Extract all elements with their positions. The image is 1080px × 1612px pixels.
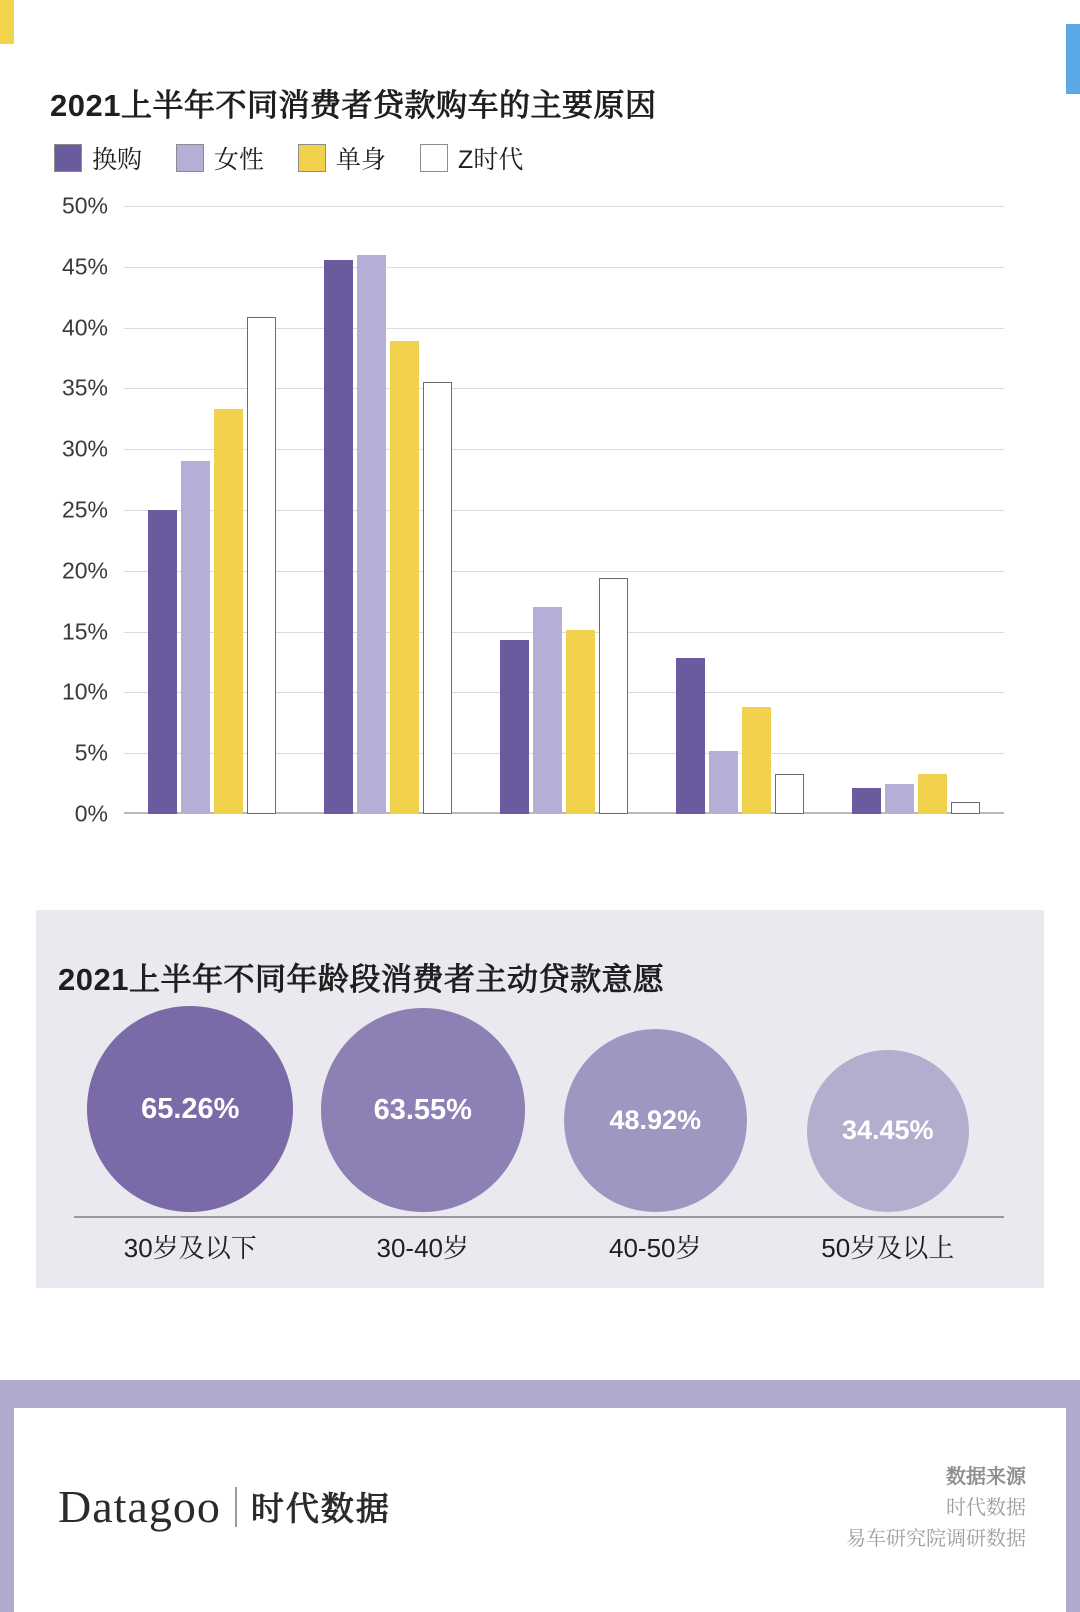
bar-group — [652, 206, 828, 814]
accent-top-left — [0, 0, 14, 44]
bubble-category-label: 30岁及以下 — [123, 1233, 257, 1263]
bubble-value: 63.55% — [321, 1008, 525, 1212]
bubble-category-label: 40-50岁 — [609, 1233, 702, 1263]
bar-Z时代 — [951, 802, 980, 814]
bar-换购 — [324, 260, 353, 814]
legend-label-huangou: 换购 — [92, 146, 143, 174]
bar-换购 — [852, 788, 881, 814]
legend-label-zshidai: Z时代 — [458, 146, 524, 174]
legend-swatch-zshidai — [420, 144, 448, 172]
bar-单身 — [742, 707, 771, 814]
bar-chart-legend — [54, 140, 523, 176]
bar-Z时代 — [247, 317, 276, 814]
bubble-value: 65.26% — [87, 1006, 293, 1212]
brand-logo-cn: 时代数据 — [250, 1490, 391, 1527]
y-axis-tick-label: 5% — [74, 739, 108, 766]
y-axis-tick-label: 45% — [61, 253, 108, 280]
bar-Z时代 — [599, 578, 628, 814]
legend-swatch-huangou — [54, 144, 82, 172]
bar-单身 — [214, 409, 243, 814]
bar-换购 — [148, 510, 177, 814]
bar-单身 — [566, 630, 595, 814]
source-block — [846, 1462, 1026, 1555]
bar-group — [124, 206, 300, 814]
accent-top-right — [1066, 24, 1080, 94]
bar-group — [828, 206, 1004, 814]
legend-item-1 — [176, 140, 264, 176]
bar-女性 — [709, 751, 738, 814]
y-axis-tick-label: 50% — [61, 192, 108, 219]
bubble-baseline — [74, 1216, 1004, 1218]
legend-label-danshen: 单身 — [336, 146, 387, 174]
bar-女性 — [181, 461, 210, 814]
bubble-chart-panel — [36, 910, 1044, 1288]
y-axis-tick-label: 0% — [74, 800, 108, 827]
source-line-1: 时代数据 — [946, 1497, 1026, 1519]
bar-女性 — [533, 607, 562, 814]
legend-swatch-danshen — [298, 144, 326, 172]
bubble-category-label: 30-40岁 — [376, 1233, 469, 1263]
bar-chart-panel — [14, 14, 1066, 874]
y-axis-tick-label: 20% — [61, 557, 108, 584]
bubble-chart-plot — [36, 1006, 1044, 1212]
brand-logo-divider — [235, 1487, 237, 1527]
bubble-value: 34.45% — [807, 1050, 969, 1212]
legend-item-2 — [298, 140, 386, 176]
bubble-item — [74, 1006, 307, 1212]
bubble-item — [772, 1050, 1005, 1212]
brand-logo-latin: Datagoo — [58, 1481, 221, 1532]
y-axis-tick-label: 30% — [61, 435, 108, 462]
legend-swatch-nvxing — [176, 144, 204, 172]
bar-单身 — [390, 341, 419, 814]
bar-chart-plot — [61, 192, 1004, 827]
bubble-chart-title: 2021上半年不同年龄段消费者主动贷款意愿 — [58, 962, 665, 997]
bar-女性 — [357, 255, 386, 814]
brand-logo — [58, 1480, 391, 1533]
bubble-item — [539, 1029, 772, 1212]
bar-Z时代 — [423, 382, 452, 814]
bar-group — [300, 206, 476, 814]
y-axis-tick-label: 15% — [61, 618, 108, 645]
y-axis-tick-label: 10% — [61, 678, 108, 705]
bar-女性 — [885, 784, 914, 814]
bar-单身 — [918, 774, 947, 814]
y-axis-tick-label: 35% — [61, 374, 108, 401]
bubble-value: 48.92% — [564, 1029, 747, 1212]
legend-item-3 — [420, 140, 523, 176]
bar-group — [476, 206, 652, 814]
bubble-category-label: 50岁及以上 — [821, 1233, 955, 1263]
bar-换购 — [676, 658, 705, 814]
y-axis-tick-label: 25% — [61, 496, 108, 523]
bubble-item — [307, 1008, 540, 1212]
source-title: 数据来源 — [946, 1466, 1026, 1488]
bar-换购 — [500, 640, 529, 814]
source-line-2: 易车研究院调研数据 — [846, 1528, 1026, 1550]
legend-item-0 — [54, 140, 142, 176]
y-axis-tick-label: 40% — [61, 314, 108, 341]
legend-label-nvxing: 女性 — [214, 146, 265, 174]
bar-chart-title: 2021上半年不同消费者贷款购车的主要原因 — [50, 88, 657, 123]
bar-Z时代 — [775, 774, 804, 814]
